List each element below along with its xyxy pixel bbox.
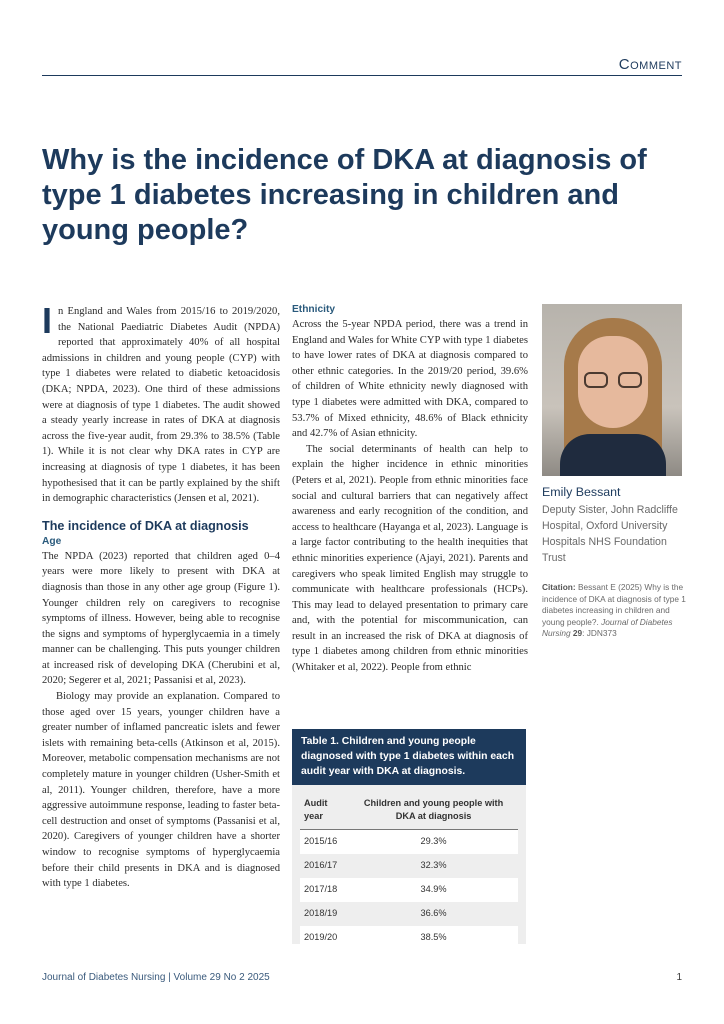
citation-article: : JDN373 <box>582 628 617 639</box>
intro-text: n England and Wales from 2015/16 to 2019/2020, the National Paediatric Diabetes Audit (NPDA) reported that approximately 40% of all hospital admissions in children and young people (CYP) with type 1 diabetes were related to diabetic ketoacidosis (DKA; NPDA, 2023). One third of these admissions were at diagnosis of type 1 diabetes. The audit showed a steady yearly increase in rates of DKA at diagnosis across the five-year audit, from 29.3% to 38.5% (Table 1). While it is not clear why DKA rates in CYP are increasing at diagnosis of type 1 diabetes, it has been hypothesised that it can be partly explained by the shift in demographic characteristics (Jensen et al, 2021). <box>42 306 280 505</box>
age-paragraph-2: Biology may provide an explanation. Compared to those aged over 15 years, younger children have a greater number of inflamed pancreatic islets and fewer islets with remaining beta-cells (Atkinson et al, 2015). Moreover, metabolic compensation mechanisms are not completely mature in younger children (Usher-Smith et al, 2011). Younger children, therefore, have a more aggressive autoimmune response, leading to faster beta-cell destruction and onset of symptoms (Passanisi et al, 2020). Caregivers of younger children have a shorter window to recognise symptoms of hyperglycaemia before their child presents in DKA and is diagnosed with type 1 diabetes. <box>42 691 280 890</box>
citation-block <box>542 582 692 640</box>
table-cell-value: 36.6% <box>349 902 518 926</box>
table-cell-year: 2017/18 <box>300 878 349 902</box>
section-label: Comment <box>618 56 682 73</box>
section-heading-incidence: The incidence of DKA at diagnosis <box>42 518 249 533</box>
table-cell-value: 29.3% <box>349 830 518 854</box>
author-photo <box>542 304 682 476</box>
table-1 <box>292 729 526 944</box>
subheading-ethnicity: Ethnicity <box>292 304 336 315</box>
drop-cap: I <box>42 300 53 341</box>
table-header-year: Audit year <box>300 793 349 830</box>
page-number: 1 <box>676 972 682 983</box>
table-cell-year: 2019/20 <box>300 926 349 950</box>
footer-journal: Journal of Diabetes Nursing | Volume 29 No 2 2025 <box>42 972 270 983</box>
citation-journal: Journal of Diabetes Nursing <box>542 616 673 639</box>
age-paragraph-1: The NPDA (2023) reported that children aged 0–4 years were more likely to present with DKA at diagnosis than those in any other age group (Figure 1). Younger children rely on caregivers to recognise symptoms of illness. However, being able to recognise the signs and symptoms of hyperglycaemia in a timely manner can be challenging. This puts younger children at increased risk of developing DKA (Cherubini et al, 2020; Segerer et al, 2021; Passanisi et al, 2023). <box>42 550 280 687</box>
author-name: Emily Bessant <box>542 485 621 499</box>
table-cell-value: 38.5% <box>349 926 518 950</box>
citation-label: Citation: <box>542 582 576 592</box>
ethnicity-paragraph-2: The social determinants of health can help to explain the higher incidence in ethnic minorities (Peters et al, 2021). People from ethnic minorities face social and cultural barriers that can negatively affect awareness and early recognition of the condition, and access to healthcare (Hayanga et al, 2023). Language is a large factor contributing to the health inequities that ethnic minorities experience (Ajayi, 2021). Parents and caregivers who speak limited English may struggle to communicate with healthcare professionals (HCPs). This may lead to delayed presentation to primary care and, with the potential for miscommunication, can result in an increased the risk of DKA at diagnosis of type 1 diabetes among children from ethnic minorities (Whitaker et al, 2022). People from ethnic <box>292 443 528 674</box>
column-middle <box>292 302 528 676</box>
article-title: Why is the incidence of DKA at diagnosis of type 1 diabetes increasing in children and young people? <box>42 144 647 246</box>
table-row <box>300 830 518 854</box>
author-affiliation: Deputy Sister, John Radcliffe Hospital, Oxford University Hospitals NHS Foundation Trust <box>542 504 678 564</box>
citation-volume: 29 <box>572 628 583 639</box>
table-cell-year: 2018/19 <box>300 902 349 926</box>
table-cell-value: 34.9% <box>349 878 518 902</box>
table-cell-value: 32.3% <box>349 854 518 878</box>
subheading-age: Age <box>42 535 62 547</box>
intro-paragraph <box>42 300 280 507</box>
table-row <box>300 854 518 878</box>
table-header-dka: Children and young people with DKA at diagnosis <box>349 793 518 830</box>
citation-text: Bessant E (2025) Why is the incidence of DKA at diagnosis of type 1 diabetes increasing in children and young people?. <box>542 582 686 627</box>
table-row <box>300 902 518 926</box>
header-rule <box>42 75 682 76</box>
ethnicity-paragraph-1: Across the 5-year NPDA period, there was a trend in England and Wales for White CYP with type 1 diabetes to have lower rates of DKA at diagnosis compared to other ethnic categories. In the 2019/20 period, 39.6% of children of White ethnicity newly diagnosed with type 1 diabetes were admitted with DKA, compared to 53.7% of Mixed ethnicity, 48.6% of Black ethnicity and 42.7% of Asian ethnicity. <box>292 319 528 440</box>
table-row <box>300 878 518 902</box>
table-cell-year: 2016/17 <box>300 854 349 878</box>
column-left <box>42 300 280 892</box>
table-caption: Table 1. Children and young people diagnosed with type 1 diabetes within each audit year with DKA at diagnosis. <box>292 729 526 785</box>
table-cell-year: 2015/16 <box>300 830 349 854</box>
dka-table <box>300 793 518 950</box>
table-row <box>300 926 518 950</box>
